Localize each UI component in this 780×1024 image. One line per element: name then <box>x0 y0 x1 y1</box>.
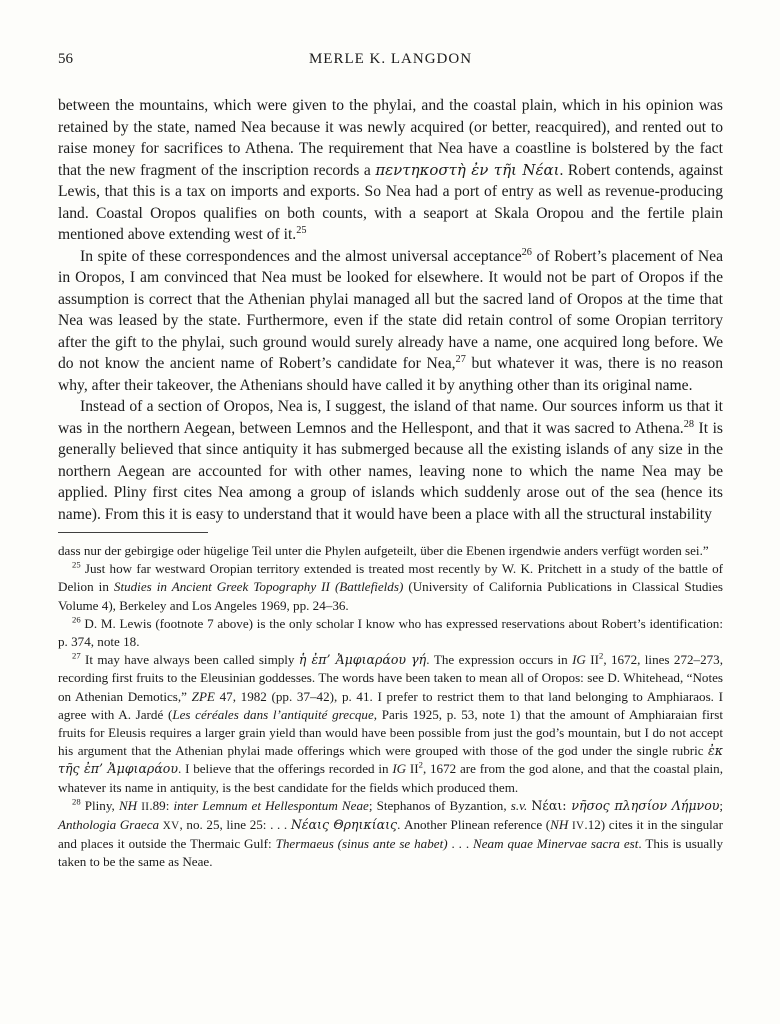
footnote-number: 26 <box>72 614 81 625</box>
text-run: of Robert’s placement of Nea in Oropos, I am convinced that Nea must be looked for elsewhere. It would not be part of Oropos if the assumption is correct that the Athenian phylai managed all but the sacred land of Oropos at the time that Nea was leased by the state. Furthermore, even if the state did retain control of some Oropian territory after the gift to the phylai, such ground would surely already have a name, one acquired long before. We do not know the ancient name of Robert’s candidate for Nea, <box>58 247 723 372</box>
text-run: . This is usually taken to be the same as Neae. <box>58 836 723 870</box>
text-run: XV <box>162 820 180 833</box>
footnote <box>58 797 723 872</box>
text-run: II <box>585 652 599 668</box>
footnote <box>58 542 723 560</box>
footnote-number: 25 <box>72 559 81 570</box>
text-run: but whatever it was, there is no reason why, after their takeover, the Athenians should have called it by anything other than its original name. <box>58 355 723 394</box>
page-number: 56 <box>58 51 73 67</box>
text-run: ἡ ἐπ’ Ἀμφιαράου γή <box>298 652 427 668</box>
footnote-number: 2 <box>418 760 423 771</box>
text-run: , no. 25, line 25: . . . <box>179 817 291 833</box>
text-run: IG <box>572 652 586 668</box>
text-run: . Robert contends, against Lewis, that this is a tax on imports and exports. So Nea had a port of entry as well as revenue-producing land. Coastal Oropos qualifies on both counts, with a seaport at Skala Oropou and the fertile plain mentioned above extending west of it. <box>58 161 723 243</box>
text-run: νῆσος πλησίον Λήμνου <box>571 797 720 813</box>
footnote-ref: 26 <box>521 246 532 258</box>
text-run: IG <box>392 761 407 777</box>
footnote-number: 2 <box>599 650 604 661</box>
footnote-number: 27 <box>72 650 81 661</box>
text-run: , 1672, lines 272–273, recording first fruits to the Eleusinian goddesses. The words have been taken to mean all of Oropos: see D. Whitehead, “Notes on Athenian Demotics,” <box>58 652 723 704</box>
text-run: Anthologia Graeca <box>58 817 160 833</box>
text-run: Just how far westward Oropian territory extended is treated most recently by W. K. Pritchett in a study of the battle of Delion in <box>58 561 723 595</box>
footnote <box>58 615 723 651</box>
text-run: Νέαις Θρηικίαις <box>290 817 398 833</box>
text-run: .89: <box>149 797 174 813</box>
text-run: It is generally believed that since antiquity it has submerged because all the existing islands of any size in the northern Aegean are accounted for with other names, leaving none to which the name Nea may be applied. Pliny first cites Nea among a group of islands which suddenly arose out of the sea (hence its name). From this it is easy to understand that it would have been a place with all the structural instability <box>58 419 723 523</box>
text-run: II <box>406 761 419 777</box>
text-run: . The expression occurs in <box>426 652 573 668</box>
footnote-ref: 25 <box>296 224 307 236</box>
running-header <box>58 50 723 68</box>
text-run: πεντηκοστὴ ἐν τῆι Νέαι <box>375 160 560 179</box>
text-run: IV <box>572 820 585 833</box>
footnote <box>58 560 723 615</box>
text-run: . I believe that the offerings recorded in <box>178 761 393 777</box>
footnote-number: 28 <box>72 796 81 807</box>
text-run: Neam quae Minervae sacra est <box>473 836 639 852</box>
text-run: between the mountains, which were given to the phylai, and the coastal plain, which in his opinion was retained by the state, named Nea because it was newly acquired (or better, reacquired), and rented out to raise money for sacrifices to Athena. The requirement that Nea have a coastline is bolstered by the fact that the new fragment of the inscription records a <box>58 97 723 179</box>
running-head-author: MERLE K. LANGDON <box>308 51 473 67</box>
text-run: NH <box>118 797 138 813</box>
text-run: II <box>141 800 150 813</box>
text-run: Νέαι: <box>531 797 572 813</box>
footnote-rule <box>58 532 208 533</box>
text-run: ZPE <box>191 688 215 704</box>
text-run: .12) cites it in the singular and places it outside the Thermaic Gulf: <box>58 817 723 852</box>
text-run: (University of California Publications in Classical Studies Volume 4), Berkeley and Los Angeles 1969, pp. 24–36. <box>58 579 723 613</box>
text-run: . . . <box>447 836 473 852</box>
text-run: inter Lemnum et Hellespontum Neae <box>173 797 369 813</box>
footnote <box>58 651 723 797</box>
text-run: dass nur der gebirgige oder hügelige Teil unter die Phylen aufgeteilt, über die Ebenen irgendwie anders verfügt worden sei.” <box>58 543 709 558</box>
body-text <box>58 95 723 525</box>
text-run: Pliny, <box>80 797 119 813</box>
text-run: Instead of a section of Oropos, Nea is, I suggest, the island of that name. Our sources inform us that it was in the northern Aegean, between Lemnos and the Hellespont, and that it was sacred to Athena. <box>58 398 723 437</box>
text-run: 47, 1982 (pp. 37–42), p. 41. I prefer to restrict them to that land belonging to Amphiaraos. I agree with A. Jardé ( <box>58 688 723 722</box>
text-run: , 1672 are from the god alone, and that the coastal plain, whatever its name in antiquity, is the best candidate for the fields which produced them. <box>58 761 723 795</box>
text-run: Thermaeus (sinus ante se habet) <box>275 836 448 852</box>
text-run: , Paris 1925, p. 53, note 1) that the amount of Amphiaraian first fruits for Eleusis requires a larger grain yield than would have been possible from just the god’s mountain, but I do not accept his argument that the Athenian phylai made offerings which were grouped with those of the god under the single rubric <box>58 706 723 759</box>
text-run: ; Stephanos of Byzantion, <box>368 797 511 813</box>
text-run: ἐκ τῆς ἐπ’ Ἀμφιαράου <box>58 743 723 777</box>
footnote-ref: 28 <box>683 418 694 430</box>
text-run: In spite of these correspondences and the almost universal acceptance <box>80 247 522 265</box>
text-run: It may have always been called simply <box>80 652 299 668</box>
text-run: ; <box>719 797 724 813</box>
text-run: . Another Plinean reference ( <box>397 817 551 833</box>
text-run: s.v. <box>510 797 528 813</box>
body-paragraph <box>58 396 723 525</box>
footnote-ref: 27 <box>455 353 466 365</box>
text-run: Les céréales dans l’antiquité grecque <box>172 706 374 722</box>
body-paragraph <box>58 95 723 246</box>
text-run: D. M. Lewis (footnote 7 above) is the only scholar I know who has expressed reservations about Robert’s identification: p. 374, note 18. <box>58 615 723 650</box>
text-run: NH <box>550 817 569 833</box>
text-run: Studies in Ancient Greek Topography II (Battlefields) <box>113 579 404 595</box>
body-paragraph <box>58 246 723 397</box>
footnotes <box>58 542 723 872</box>
